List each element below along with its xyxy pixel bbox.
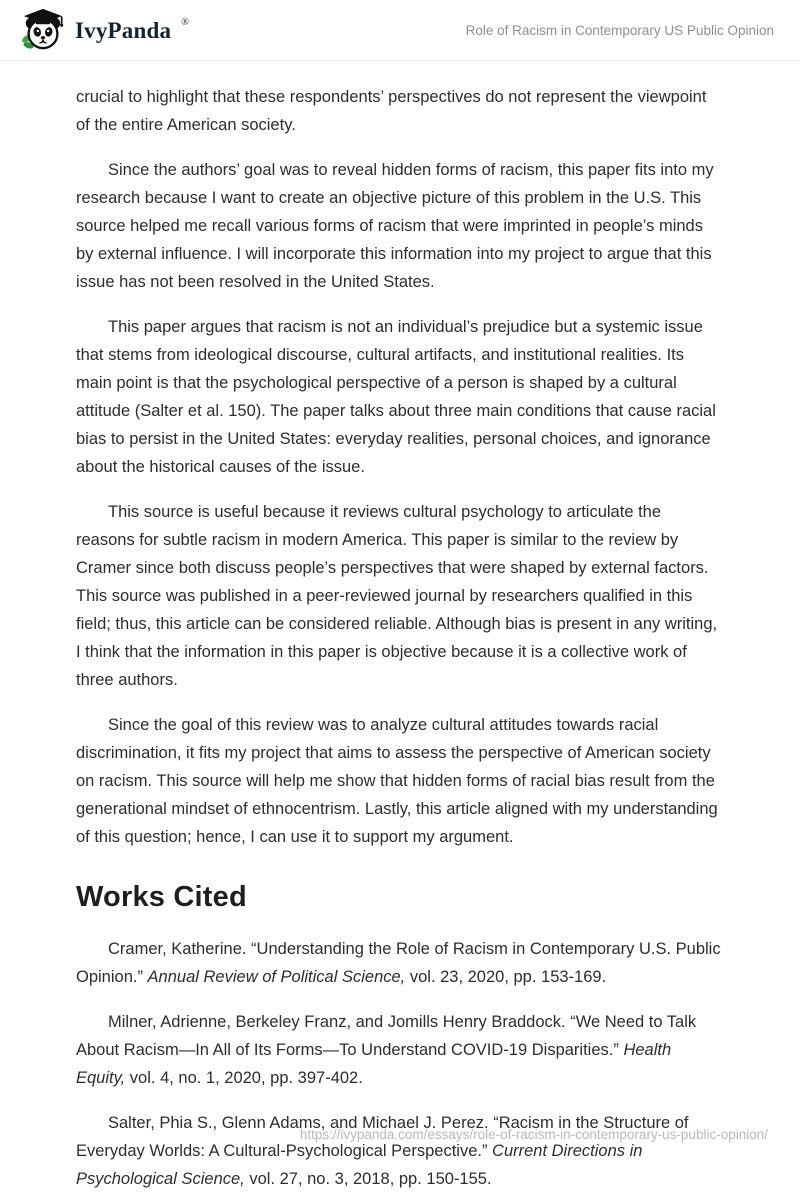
document-title: Role of Racism in Contemporary US Public Opinion xyxy=(465,22,774,38)
citation-text: vol. 23, 2020, pp. 153-169. xyxy=(405,968,607,986)
essay-paragraph: Since the authors’ goal was to reveal hidden forms of racism, this paper fits into my research because I want to create an objective picture of this problem in the U.S. This source helped me recall various forms of racism that were imprinted in people’s minds by external influence. I will incorporate this information into my project to argue that this issue has not been resolved in the United States. xyxy=(76,161,714,291)
citation-text: Salter, Phia S., Glenn Adams, and Michael J. Perez. “Racism in the Structure of Everyday Worlds: A Cultural-Psychological Perspective.” xyxy=(76,1114,689,1160)
essay-body xyxy=(0,61,800,1193)
citation-journal: Current Directions in Psychological Science, xyxy=(76,1142,643,1188)
citation xyxy=(76,935,723,991)
source-url-link[interactable]: https://ivypanda.com/essays/role-of-racism-in-contemporary-us-public-opinion/ xyxy=(299,1127,768,1142)
essay-paragraph: This paper argues that racism is not an individual’s prejudice but a systemic issue that stems from ideological discourse, cultural artifacts, and institutional realities. Its main point is that the psychological perspective of a person is shaped by a cultural attitude (Salter et al. 150). The paper talks about three main conditions that cause racial bias to persist in the United States: everyday realities, personal choices, and ignorance about the historical causes of the issue. xyxy=(76,318,716,476)
page-footer xyxy=(0,1112,800,1160)
ivypanda-logo[interactable] xyxy=(20,7,188,53)
brand-name: IvyPanda xyxy=(75,17,172,43)
registered-mark: ® xyxy=(181,16,189,28)
essay-paragraph: crucial to highlight that these respondents’ perspectives do not represent the viewpoint of the entire American society. xyxy=(76,88,707,134)
page-header xyxy=(0,0,800,61)
citation-journal: Health Equity, xyxy=(76,1041,672,1087)
panda-graduate-icon xyxy=(20,7,66,53)
citation-text: vol. 27, no. 3, 2018, pp. 150-155. xyxy=(244,1170,492,1188)
works-cited-heading: Works Cited xyxy=(76,881,247,913)
essay-paragraph: This source is useful because it reviews cultural psychology to articulate the reasons for subtle racism in modern America. This paper is similar to the review by Cramer since both discuss people’s perspectives that were shaped by external factors. This source was published in a peer-reviewed journal by researchers qualified in this field; thus, this article can be considered reliable. Although bias is present in any writing, I think that the information in this paper is objective because it is a collective work of three authors. xyxy=(76,503,718,689)
essay-paragraph: Since the goal of this review was to analyze cultural attitudes towards racial discrimination, it fits my project that aims to assess the perspective of American society on racism. This source will help me show that hidden forms of racial bias result from the generational mindset of ethnocentrism. Lastly, this article aligned with my understanding of this question; hence, I can use it to support my argument. xyxy=(76,716,718,846)
citation-text: vol. 4, no. 1, 2020, pp. 397-402. xyxy=(125,1069,363,1087)
citation xyxy=(76,1008,723,1092)
citation-text: Milner, Adrienne, Berkeley Franz, and Jomills Henry Braddock. “We Need to Talk About Racism—In All of Its Forms—To Understand COVID-19 Disparities.” xyxy=(76,1013,697,1059)
citation-journal: Annual Review of Political Science, xyxy=(147,968,406,986)
citation-text: Cramer, Katherine. “Understanding the Role of Racism in Contemporary U.S. Public Opinion.” xyxy=(76,940,721,986)
